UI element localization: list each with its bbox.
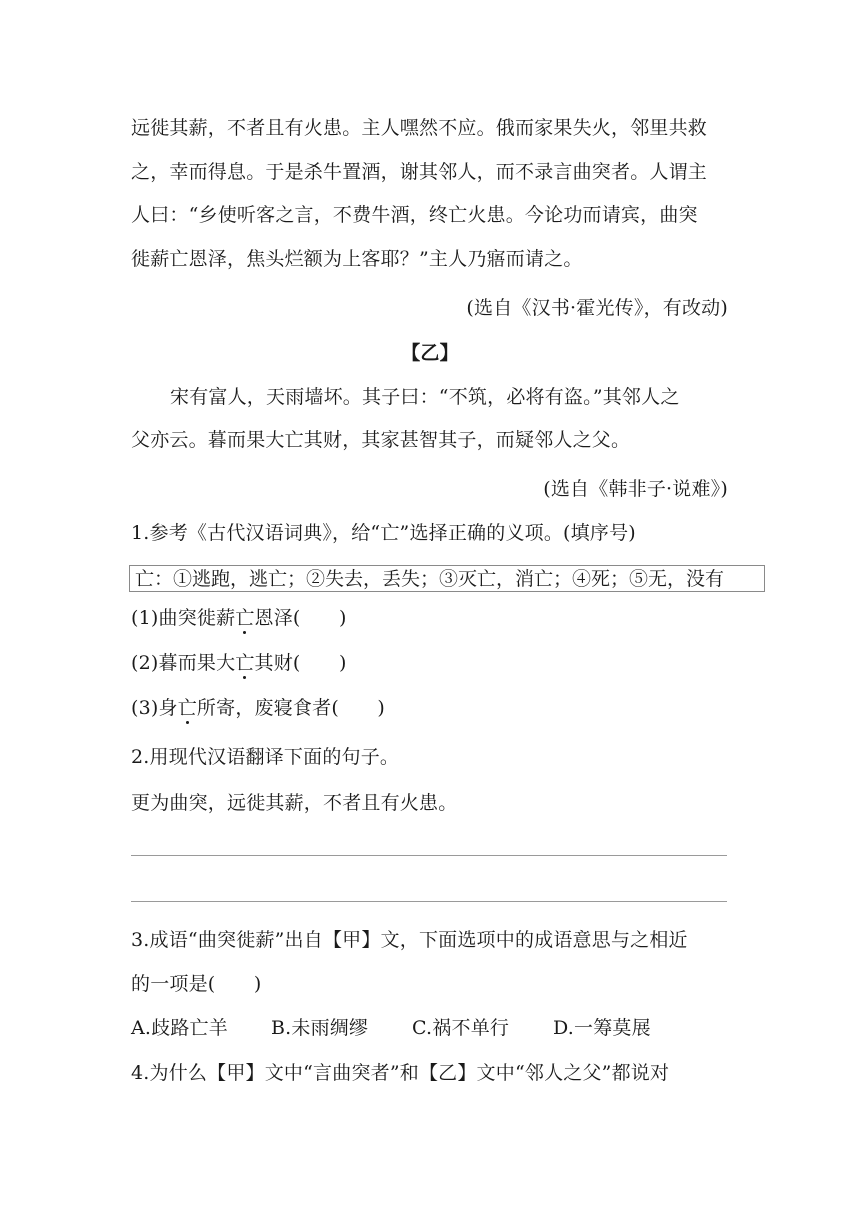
item-text: 恩泽( ) <box>254 607 347 629</box>
options-row <box>131 1016 731 1040</box>
source-citation: (选自《汉书·霍光传》，有改动) <box>466 297 728 319</box>
question-stem: 4.为什么【甲】文中“言曲突者”和【乙】文中“邻人之父”都说对 <box>131 1062 670 1084</box>
text-line: 徙薪亡恩泽，焦头烂额为上客耶？”主人乃寤而请之。 <box>131 248 583 270</box>
text-line: 父亦云。暮而果大亡其财，其家甚智其子，而疑邻人之父。 <box>131 429 631 451</box>
dictionary-box <box>129 565 765 592</box>
item-text: 所寄，废寝食者( ) <box>196 697 385 719</box>
sub-question <box>131 696 731 720</box>
question-stem: 的一项是( ) <box>131 973 262 995</box>
sub-question <box>131 606 731 630</box>
text-line: 之，幸而得息。于是杀牛置酒，谢其邻人，而不录言曲突者。人谓主 <box>131 161 708 183</box>
sub-question <box>131 651 731 675</box>
text-line: 远徙其薪，不者且有火患。主人嘿然不应。俄而家果失火，邻里共救 <box>131 117 708 139</box>
dictionary-entry: 亡：①逃跑，逃亡；②失去，丢失；③灭亡，消亡；④死；⑤无，没有 <box>135 568 725 590</box>
item-text: (1)曲突徙薪 <box>131 607 236 629</box>
emphasized-char: 亡 <box>177 697 197 719</box>
item-text: (3)身 <box>131 697 178 719</box>
option-c: C.祸不单行 <box>412 1017 510 1039</box>
item-text: (2)暮而果大 <box>131 652 236 674</box>
question-stem: 3.成语“曲突徙薪”出自【甲】文，下面选项中的成语意思与之相近 <box>131 929 688 951</box>
option-a: A.歧路亡羊 <box>131 1017 228 1039</box>
question-stem: 2.用现代汉语翻译下面的句子。 <box>131 746 400 768</box>
item-text: 其财( ) <box>254 652 347 674</box>
question-stem: 1.参考《古代汉语词典》，给“亡”选择正确的义项。(填序号) <box>131 522 636 544</box>
answer-line <box>131 901 727 902</box>
option-b: B.未雨绸缪 <box>271 1017 369 1039</box>
section-heading: 【乙】 <box>401 342 459 364</box>
question-sentence: 更为曲突，远徙其薪，不者且有火患。 <box>131 792 458 814</box>
text-line: 宋有富人，天雨墙坏。其子曰：“不筑，必将有盗。”其邻人之 <box>170 386 680 408</box>
emphasized-char: 亡 <box>235 607 255 629</box>
emphasized-char: 亡 <box>235 652 255 674</box>
text-line: 人曰：“乡使听客之言，不费牛酒，终亡火患。今论功而请宾，曲突 <box>131 204 698 226</box>
source-citation: (选自《韩非子·说难》) <box>543 478 728 500</box>
option-d: D.一筹莫展 <box>553 1017 651 1039</box>
answer-line <box>131 855 727 856</box>
